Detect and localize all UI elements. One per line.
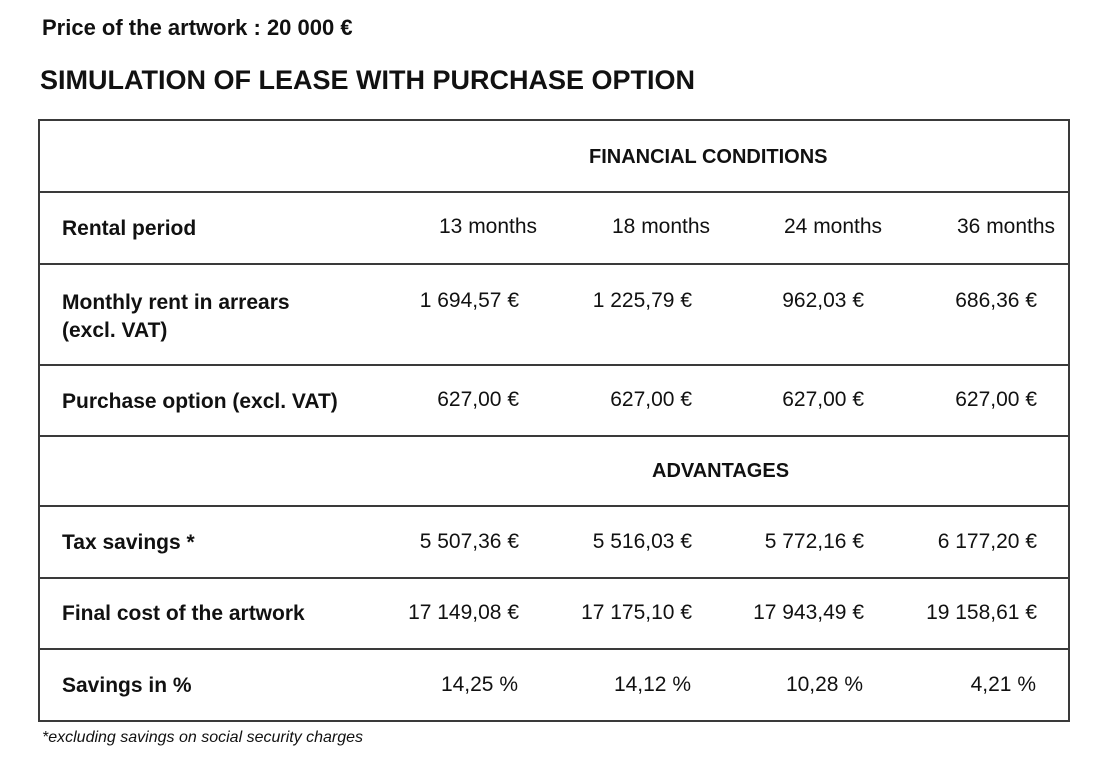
purchase-option-13: 627,00 € (437, 388, 519, 411)
final-cost-24: 17 943,49 € (753, 601, 864, 624)
rental-period-24: 24 months (784, 215, 883, 238)
savings-percent-13: 14,25 % (440, 673, 518, 696)
final-cost-36: 19 158,61 € (926, 601, 1037, 624)
tax-savings-24: 5 772,16 € (764, 530, 864, 553)
rental-period-18: 18 months (612, 215, 711, 238)
monthly-rent-label-line2: (excl. VAT) (62, 319, 168, 342)
monthly-rent-18: 1 225,79 € (592, 289, 692, 312)
rental-period-13: 13 months (439, 215, 538, 238)
final-cost-label: Final cost of the artwork (62, 602, 305, 625)
savings-percent-18: 14,12 % (613, 673, 691, 696)
purchase-option-18: 627,00 € (610, 388, 692, 411)
savings-percent-label: Savings in % (62, 674, 192, 697)
tax-savings-18: 5 516,03 € (592, 530, 692, 553)
savings-percent-row (40, 650, 1068, 720)
savings-percent-24: 10,28 % (785, 673, 863, 696)
final-cost-13: 17 149,08 € (408, 601, 519, 624)
final-cost-18: 17 175,10 € (581, 601, 692, 624)
monthly-rent-row (40, 265, 1068, 366)
footnote: *excluding savings on social security charges (42, 729, 364, 746)
monthly-rent-24: 962,03 € (782, 289, 864, 312)
tax-savings-label: Tax savings * (62, 531, 195, 554)
rental-period-36: 36 months (957, 215, 1056, 238)
lease-simulation-table (38, 119, 1070, 722)
advantages-row (40, 437, 1068, 507)
tax-savings-36: 6 177,20 € (937, 530, 1037, 553)
purchase-option-36: 627,00 € (955, 388, 1037, 411)
financial-conditions-heading: FINANCIAL CONDITIONS (589, 146, 828, 168)
purchase-option-24: 627,00 € (782, 388, 864, 411)
rental-period-row (40, 193, 1068, 265)
rental-period-label: Rental period (62, 217, 197, 240)
purchase-option-label: Purchase option (excl. VAT) (62, 390, 338, 413)
monthly-rent-label-line1: Monthly rent in arrears (62, 291, 290, 314)
advantages-heading: ADVANTAGES (652, 460, 790, 482)
purchase-option-row (40, 366, 1068, 437)
financial-conditions-row (40, 121, 1068, 193)
page-title: SIMULATION OF LEASE WITH PURCHASE OPTION (40, 65, 696, 95)
tax-savings-13: 5 507,36 € (419, 530, 519, 553)
savings-percent-36: 4,21 % (970, 673, 1036, 696)
final-cost-row (40, 579, 1068, 650)
monthly-rent-13: 1 694,57 € (419, 289, 519, 312)
artwork-price: Price of the artwork : 20 000 € (42, 15, 353, 40)
monthly-rent-36: 686,36 € (955, 289, 1037, 312)
tax-savings-row (40, 507, 1068, 579)
